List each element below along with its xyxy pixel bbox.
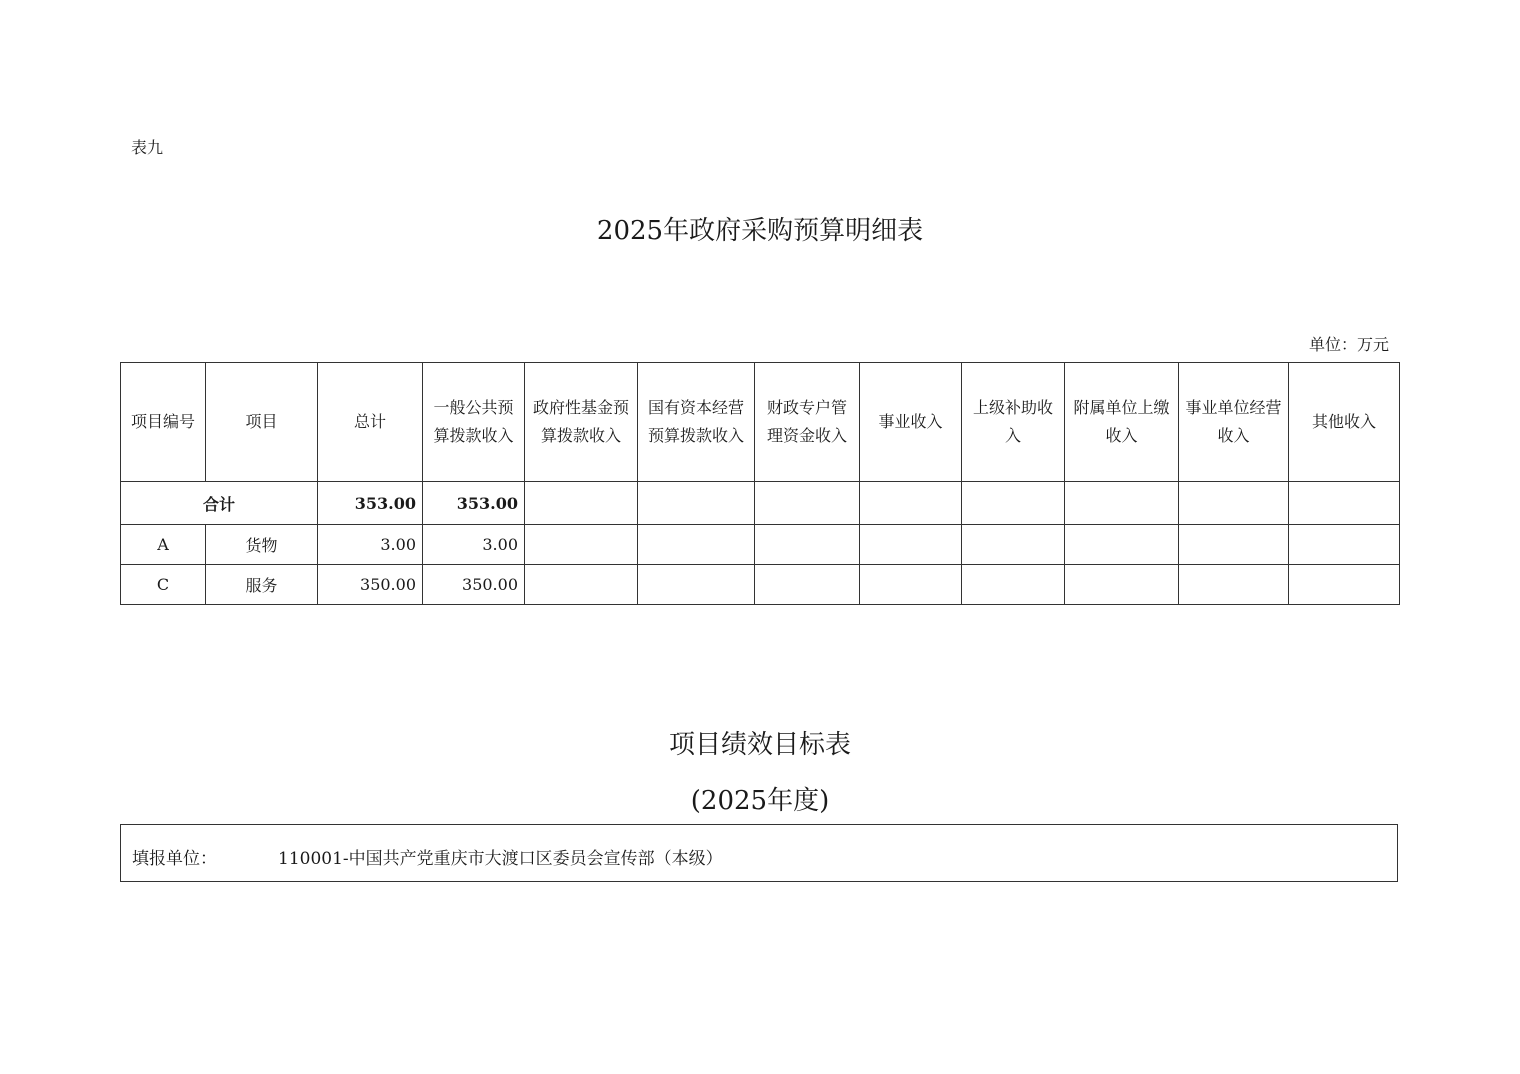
empty-cell: [1179, 482, 1289, 525]
header-cell-business-income: 事业收入: [860, 363, 962, 482]
procurement-title: 2025年政府采购预算明细表: [596, 216, 924, 246]
empty-cell: [1065, 482, 1179, 525]
row-total: 350.00: [318, 565, 423, 605]
unit-label: 单位：万元: [1308, 335, 1389, 354]
header-cell-project: 项目: [206, 363, 318, 482]
table-row: [121, 525, 1400, 565]
total-label: 合计: [121, 482, 318, 525]
header-cell-project-code: 项目编号: [121, 363, 206, 482]
header-cell-special-account: 财政专户管理资金收入: [755, 363, 860, 482]
performance-title: 项目绩效目标表: [668, 730, 851, 760]
empty-cell: [962, 482, 1065, 525]
header-cell-affiliate-remit: 附属单位上缴收入: [1065, 363, 1179, 482]
empty-cell: [525, 525, 638, 565]
procurement-budget-table: [120, 362, 1400, 605]
empty-cell: [1289, 482, 1400, 525]
header-cell-general-budget: 一般公共预算拨款收入: [423, 363, 525, 482]
empty-cell: [860, 565, 962, 605]
header-cell-state-capital: 国有资本经营预算拨款收入: [638, 363, 755, 482]
empty-cell: [1065, 565, 1179, 605]
reporting-unit-label: 填报单位：: [132, 849, 217, 869]
empty-cell: [638, 565, 755, 605]
empty-cell: [1179, 525, 1289, 565]
empty-cell: [638, 525, 755, 565]
empty-cell: [1179, 565, 1289, 605]
empty-cell: [755, 565, 860, 605]
empty-cell: [860, 482, 962, 525]
row-item: 货物: [206, 525, 318, 565]
row-general-budget: 350.00: [423, 565, 525, 605]
empty-cell: [755, 482, 860, 525]
header-cell-gov-fund: 政府性基金预算拨款收入: [525, 363, 638, 482]
empty-cell: [1289, 525, 1400, 565]
row-code: A: [121, 525, 206, 565]
empty-cell: [1289, 565, 1400, 605]
header-cell-total: 总计: [318, 363, 423, 482]
row-total: 3.00: [318, 525, 423, 565]
table-row: [121, 565, 1400, 605]
header-cell-superior-subsidy: 上级补助收入: [962, 363, 1065, 482]
empty-cell: [1065, 525, 1179, 565]
empty-cell: [638, 482, 755, 525]
empty-cell: [962, 525, 1065, 565]
row-general-budget: 3.00: [423, 525, 525, 565]
header-cell-operating-income: 事业单位经营收入: [1179, 363, 1289, 482]
total-general-budget: 353.00: [423, 482, 525, 525]
header-cell-other-income: 其他收入: [1289, 363, 1400, 482]
total-row: [121, 482, 1400, 525]
empty-cell: [962, 565, 1065, 605]
row-code: C: [121, 565, 206, 605]
table-header-row: [121, 363, 1400, 482]
empty-cell: [755, 525, 860, 565]
empty-cell: [525, 565, 638, 605]
total-amount: 353.00: [318, 482, 423, 525]
reporting-unit-value: 110001-中国共产党重庆市大渡口区委员会宣传部（本级）: [278, 849, 723, 869]
empty-cell: [860, 525, 962, 565]
reporting-unit-box: [120, 824, 1398, 882]
empty-cell: [525, 482, 638, 525]
performance-subtitle: (2025年度): [690, 786, 830, 816]
table-number-label: 表九: [131, 138, 164, 157]
row-item: 服务: [206, 565, 318, 605]
